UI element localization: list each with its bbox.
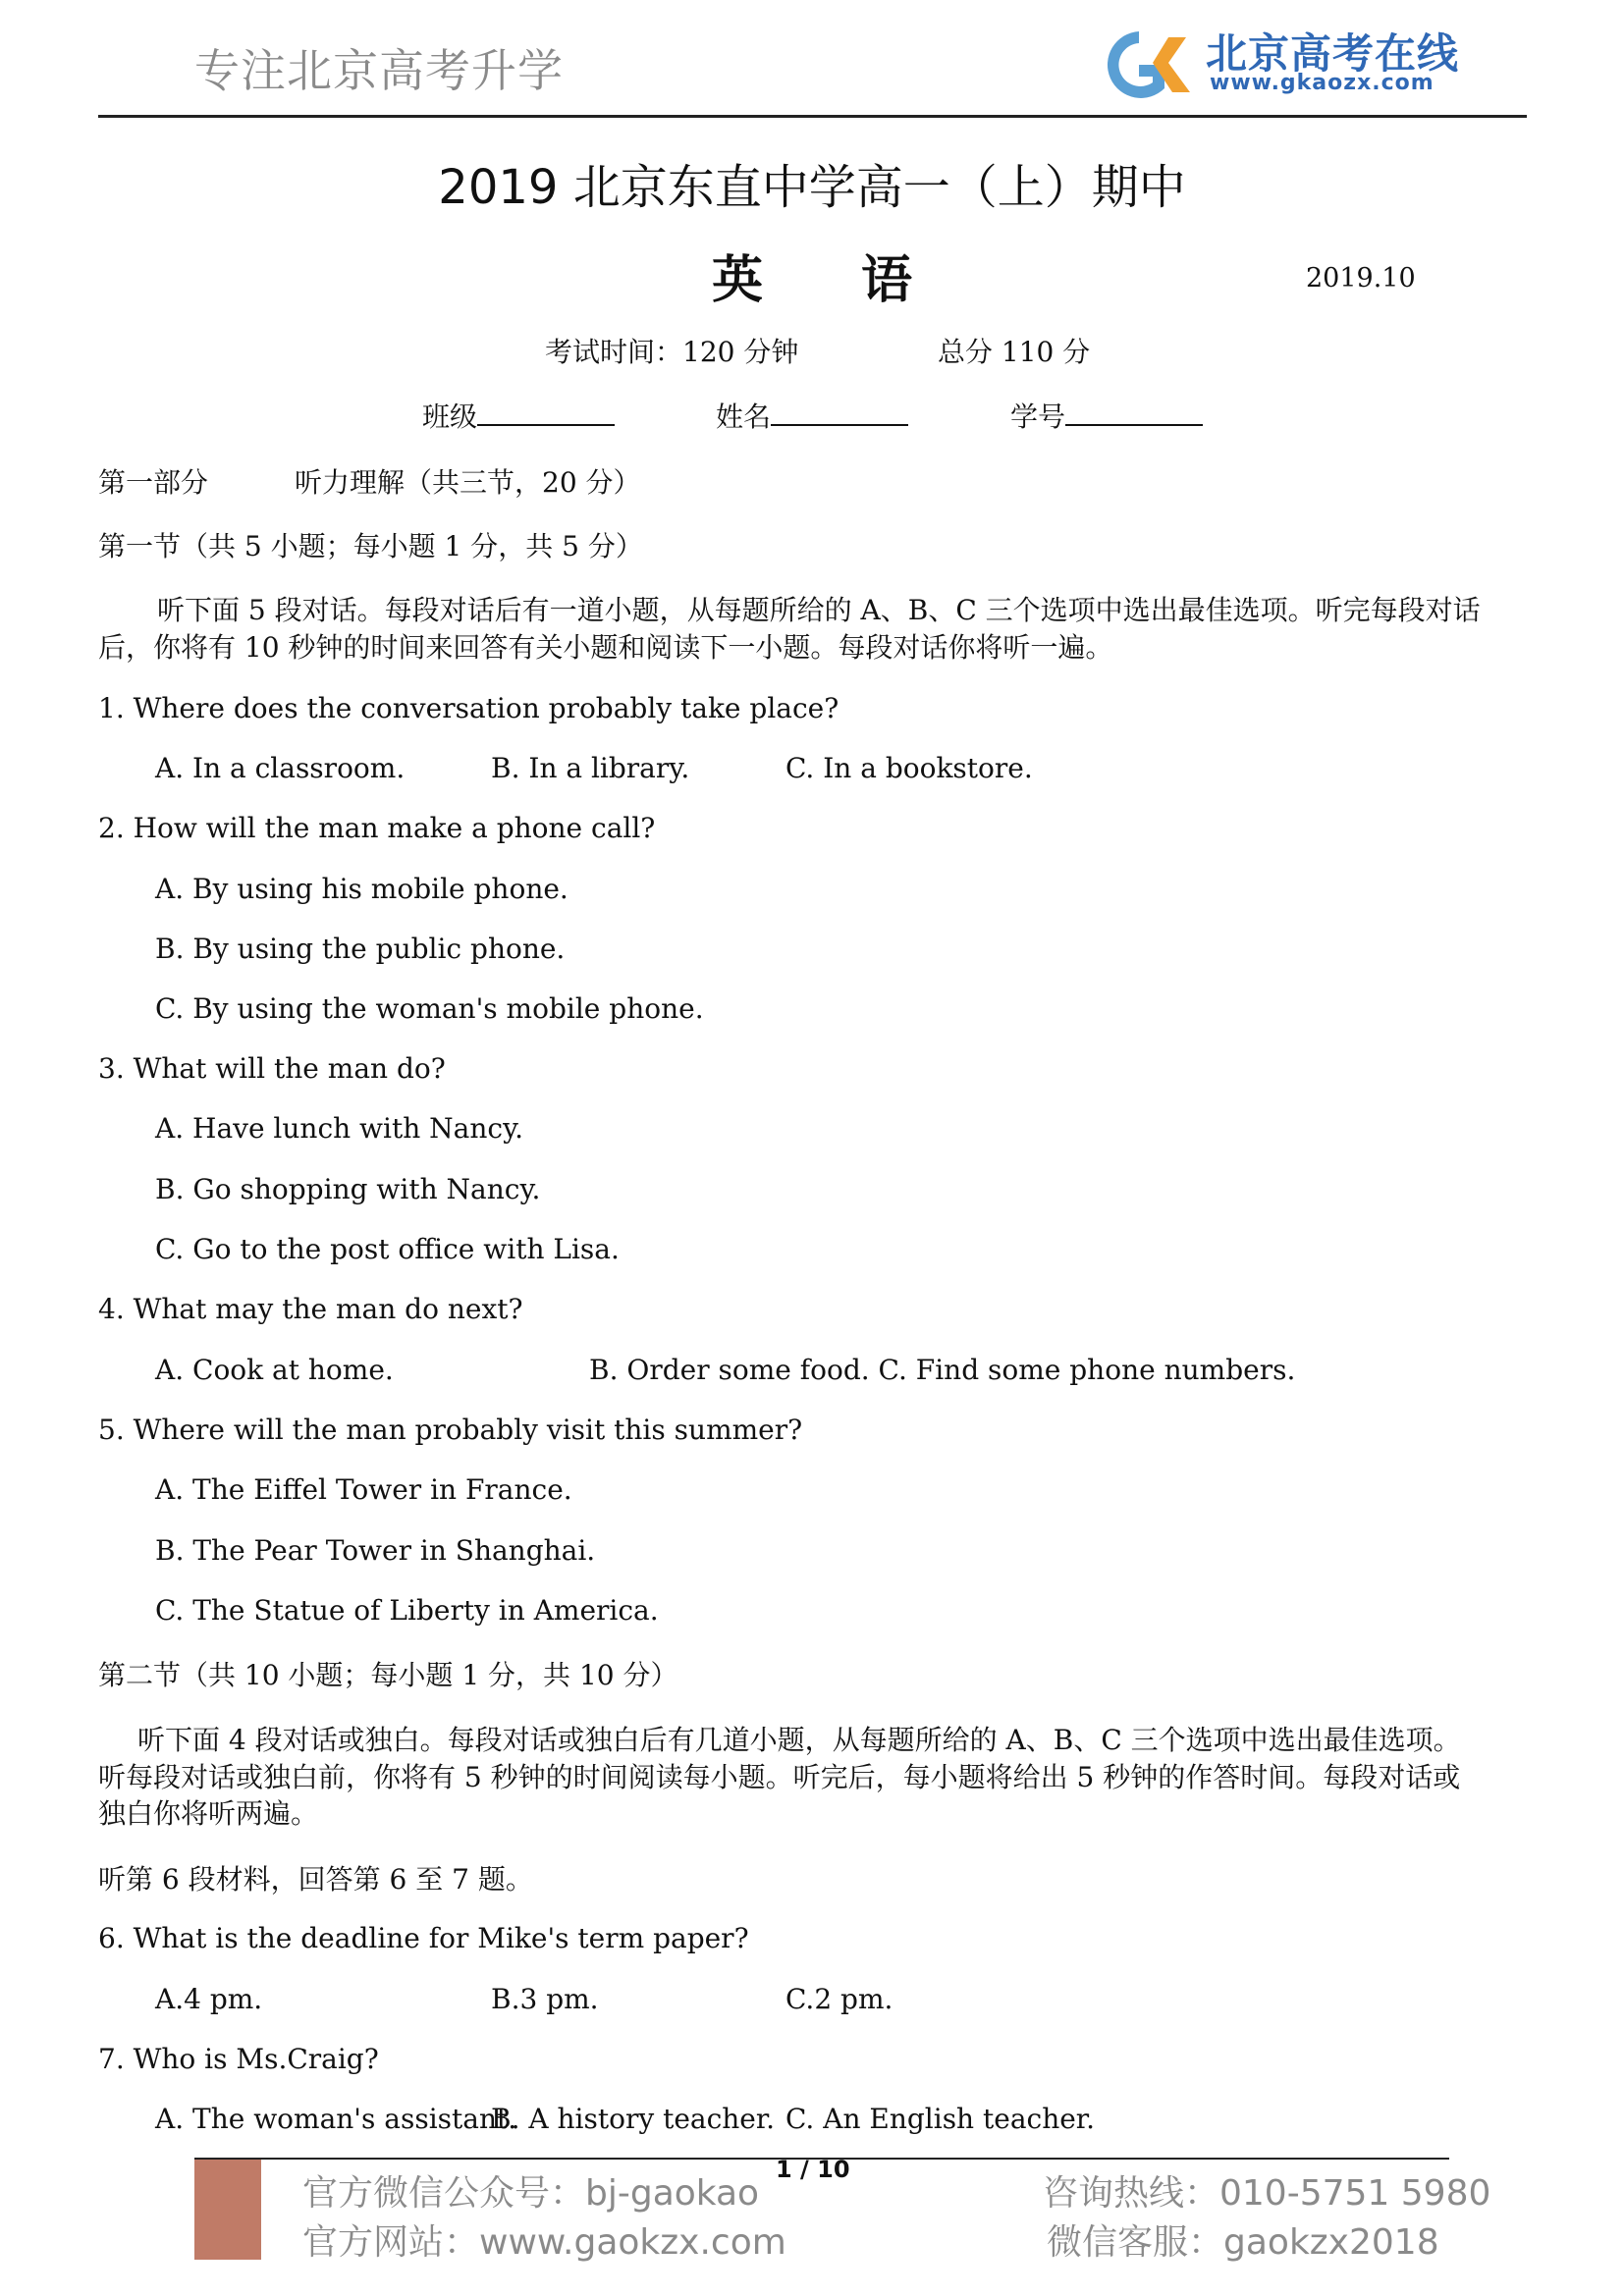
- question-1-option-b: B. In a library.: [491, 752, 690, 784]
- question-5-stem: 5. Where will the man probably visit this summer?: [98, 1414, 803, 1446]
- class-blank: [477, 399, 615, 426]
- exam-title: 2019 北京东直中学高一（上）期中: [438, 160, 1186, 215]
- question-3-stem: 3. What will the man do?: [98, 1052, 446, 1085]
- section2-instruction-line1: 听下面 4 段对话或独白。每段对话或独白后有几道小题，从每题所给的 A、B、C 三个选项中选出最佳选项。: [137, 1724, 1461, 1756]
- question-6-option-a: A.4 pm.: [155, 1983, 263, 2015]
- question-2-stem: 2. How will the man make a phone call?: [98, 812, 656, 844]
- student-id-field: [1010, 396, 1203, 435]
- id-blank: [1065, 399, 1203, 426]
- question-4-option-bc: B. Order some food. C. Find some phone numbers.: [589, 1354, 1296, 1386]
- footer-wechat-account: 官方微信公众号：bj-gaokao: [302, 2173, 760, 2214]
- header-divider: [98, 115, 1527, 118]
- material-6-instruction: 听第 6 段材料，回答第 6 至 7 题。: [98, 1863, 533, 1896]
- question-2-option-b: B. By using the public phone.: [155, 933, 566, 965]
- footer-hotline: 咨询热线：010-5751 5980: [1043, 2173, 1491, 2214]
- exam-time: 考试时间：120 分钟: [545, 336, 799, 368]
- question-6-option-b: B.3 pm.: [491, 1983, 599, 2015]
- question-7-stem: 7. Who is Ms.Craig?: [98, 2043, 379, 2075]
- section2-heading: 第二节（共 10 小题；每小题 1 分，共 10 分）: [98, 1659, 678, 1691]
- class-label: 班级: [422, 400, 478, 433]
- section2-instruction-line3: 独白你将听两遍。: [98, 1797, 319, 1830]
- class-field: [422, 396, 615, 435]
- page-number: 1 / 10: [776, 2156, 850, 2183]
- question-5-option-c: C. The Statue of Liberty in America.: [155, 1594, 659, 1627]
- name-field: [716, 396, 908, 435]
- question-7-option-c: C. An English teacher.: [785, 2103, 1095, 2135]
- logo-url: www.gkaozx.com: [1210, 71, 1435, 95]
- section2-instruction-line2: 听每段对话或独白前，你将有 5 秒钟的时间阅读每小题。听完后，每小题将给出 5 秒钟的作答时间。每段对话或: [98, 1761, 1461, 1793]
- exam-subject: 英语: [711, 251, 1010, 310]
- question-4-option-a: A. Cook at home.: [155, 1354, 394, 1386]
- part1-description: 听力理解（共三节，20 分）: [295, 466, 641, 499]
- question-2-option-a: A. By using his mobile phone.: [155, 873, 568, 905]
- footer-wechat-service: 微信客服：gaokzx2018: [1047, 2222, 1439, 2263]
- question-2-option-c: C. By using the woman's mobile phone.: [155, 992, 704, 1025]
- question-4-stem: 4. What may the man do next?: [98, 1293, 523, 1325]
- question-7-option-b: B. A history teacher.: [491, 2103, 776, 2135]
- question-5-option-a: A. The Eiffel Tower in France.: [155, 1473, 572, 1506]
- id-label: 学号: [1010, 400, 1066, 433]
- question-3-option-a: A. Have lunch with Nancy.: [155, 1112, 524, 1145]
- footer-website: 官方网站：www.gaokzx.com: [302, 2222, 786, 2263]
- question-1-stem: 1. Where does the conversation probably take place?: [98, 692, 839, 724]
- part1-heading: 第一部分: [98, 466, 209, 499]
- section1-instruction-line1: 听下面 5 段对话。每段对话后有一道小题，从每题所给的 A、B、C 三个选项中选出最佳选项。听完每段对话: [157, 594, 1481, 626]
- footer-accent-bar: [194, 2160, 261, 2260]
- section1-heading: 第一节（共 5 小题；每小题 1 分，共 5 分）: [98, 530, 643, 562]
- question-7-option-a: A. The woman's assistant.: [155, 2103, 517, 2135]
- question-1-option-c: C. In a bookstore.: [785, 752, 1033, 784]
- logo-name: 北京高考在线: [1206, 29, 1460, 78]
- exam-total-score: 总分 110 分: [938, 336, 1091, 368]
- question-6-option-c: C.2 pm.: [785, 1983, 893, 2015]
- question-5-option-b: B. The Pear Tower in Shanghai.: [155, 1534, 596, 1567]
- exam-date: 2019.10: [1306, 263, 1416, 294]
- question-1-option-a: A. In a classroom.: [155, 752, 406, 784]
- name-label: 姓名: [716, 400, 772, 433]
- question-3-option-c: C. Go to the post office with Lisa.: [155, 1233, 620, 1265]
- header-slogan: 专注北京高考升学: [194, 44, 564, 97]
- question-3-option-b: B. Go shopping with Nancy.: [155, 1173, 541, 1205]
- section1-instruction-line2: 后，你将有 10 秒钟的时间来回答有关小题和阅读下一小题。每段对话你将听一遍。: [98, 631, 1113, 664]
- name-blank: [771, 399, 908, 426]
- question-6-stem: 6. What is the deadline for Mike's term paper?: [98, 1922, 749, 1954]
